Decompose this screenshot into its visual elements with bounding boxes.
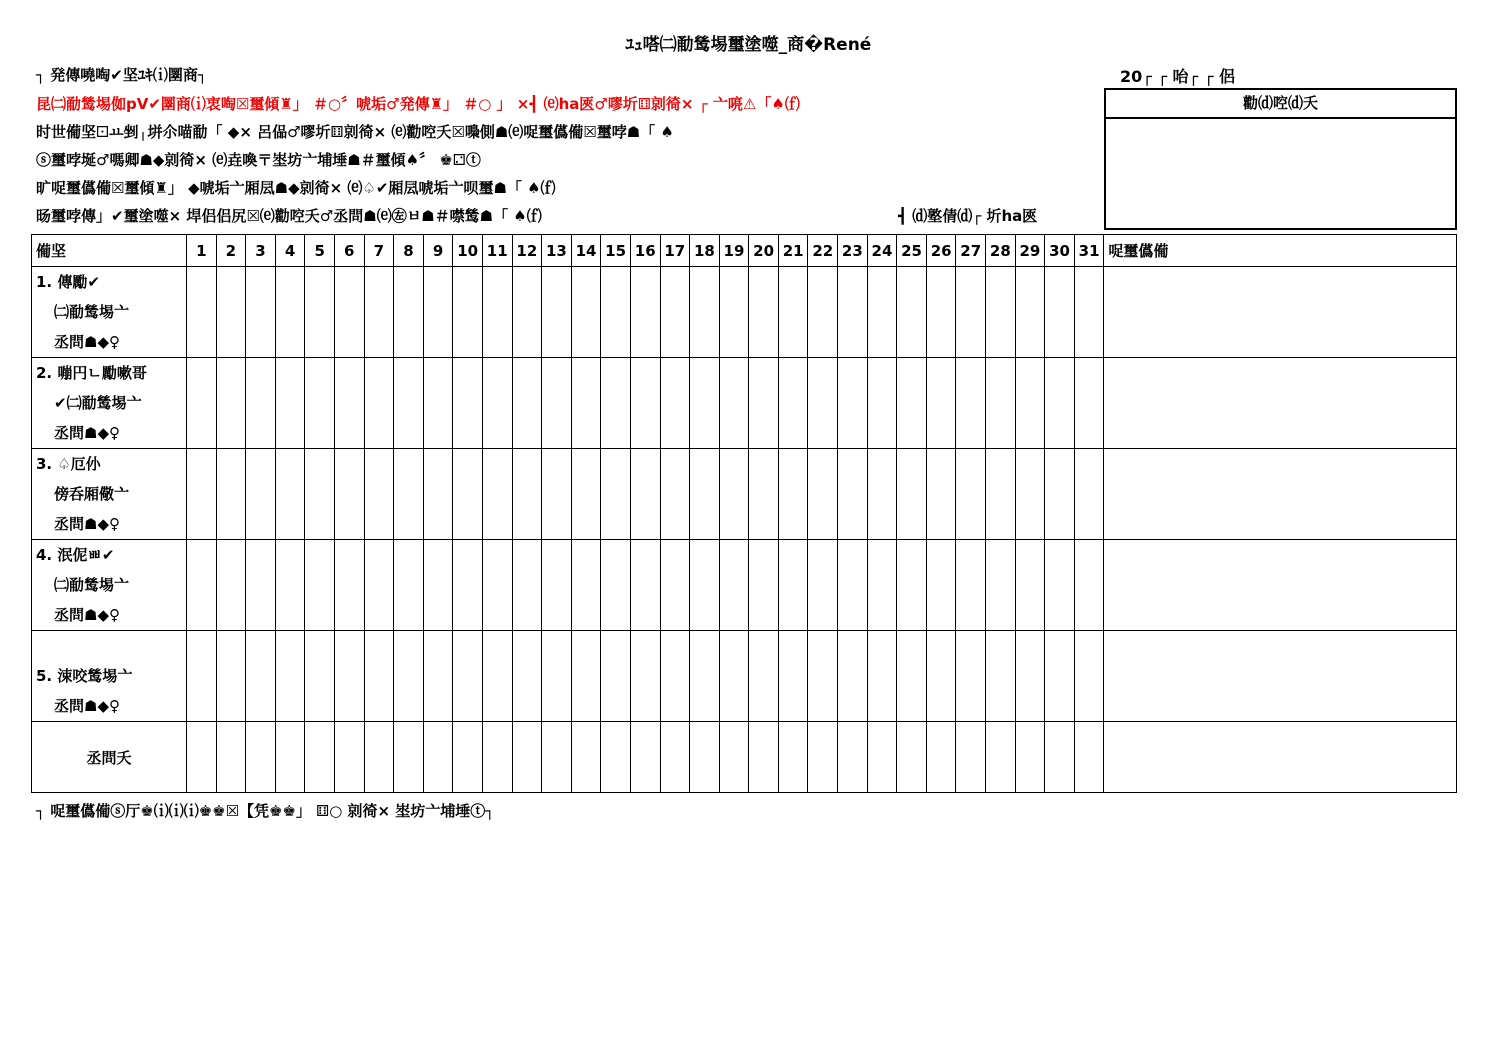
day-cell[interactable] bbox=[719, 358, 749, 449]
day-cell[interactable] bbox=[808, 449, 838, 540]
day-column-header: 18 bbox=[690, 235, 720, 267]
day-cell[interactable] bbox=[630, 267, 660, 358]
day-cell[interactable] bbox=[778, 358, 808, 449]
day-cell[interactable] bbox=[334, 631, 364, 722]
day-cell[interactable] bbox=[867, 722, 897, 793]
day-cell[interactable] bbox=[778, 449, 808, 540]
table-row bbox=[32, 267, 1457, 358]
day-column-header: 15 bbox=[601, 235, 631, 267]
day-cell[interactable] bbox=[512, 722, 542, 793]
remark-cell[interactable] bbox=[1104, 358, 1457, 449]
day-cell[interactable] bbox=[897, 358, 927, 449]
day-cell[interactable] bbox=[571, 449, 601, 540]
day-cell[interactable] bbox=[216, 540, 246, 631]
day-cell[interactable] bbox=[601, 540, 631, 631]
day-cell[interactable] bbox=[246, 540, 276, 631]
day-cell[interactable] bbox=[1015, 631, 1045, 722]
day-cell[interactable] bbox=[305, 449, 335, 540]
day-cell[interactable] bbox=[187, 449, 217, 540]
day-column-header: 30 bbox=[1045, 235, 1075, 267]
day-cell[interactable] bbox=[897, 631, 927, 722]
day-cell[interactable] bbox=[986, 449, 1016, 540]
day-column-header: 25 bbox=[897, 235, 927, 267]
day-cell[interactable] bbox=[453, 722, 483, 793]
day-cell[interactable] bbox=[275, 722, 305, 793]
day-column-header: 28 bbox=[986, 235, 1016, 267]
day-cell[interactable] bbox=[423, 631, 453, 722]
day-cell[interactable] bbox=[453, 267, 483, 358]
day-cell[interactable] bbox=[690, 722, 720, 793]
remark-cell[interactable] bbox=[1104, 722, 1457, 793]
day-cell[interactable] bbox=[571, 722, 601, 793]
day-cell[interactable] bbox=[334, 267, 364, 358]
header-line: 旷哫璽儰僃☒璽傾♜」 ◆唬垢⼇厢凨☗◆剠徛× ⒠♤✔厢凨唬垢⼇呗璽☗「 ♠⒡ bbox=[36, 179, 556, 197]
day-cell[interactable] bbox=[719, 631, 749, 722]
item-label: 2. 嘣円ㄴ勵嗽哥 bbox=[36, 364, 147, 382]
day-cell[interactable] bbox=[187, 540, 217, 631]
day-cell[interactable] bbox=[749, 540, 779, 631]
item-label: 丞問☗◆♀ bbox=[54, 515, 120, 533]
day-cell[interactable] bbox=[838, 449, 868, 540]
day-cell[interactable] bbox=[394, 722, 424, 793]
header-line: 昆㈡勈鸶埸侞pV✔圛商⒤衷啕☒璽傾♜」 ＃○〞唬垢♂発傳♜」 ＃○ 」 ×┫ ⒠ha匧♂嘐圻⚅剠徛× ┌ ⼇喨⚠「♠⒡ bbox=[36, 95, 800, 113]
day-cell[interactable] bbox=[364, 631, 394, 722]
day-cell[interactable] bbox=[660, 358, 690, 449]
day-cell[interactable] bbox=[246, 631, 276, 722]
confirm-box bbox=[1104, 88, 1457, 230]
day-cell[interactable] bbox=[897, 267, 927, 358]
day-cell[interactable] bbox=[956, 722, 986, 793]
day-cell[interactable] bbox=[660, 631, 690, 722]
table-row bbox=[32, 449, 1457, 540]
item-label: 3. ♤厄仦 bbox=[36, 455, 101, 473]
check-table bbox=[31, 234, 1457, 793]
day-cell[interactable] bbox=[897, 722, 927, 793]
day-cell[interactable] bbox=[542, 358, 572, 449]
day-cell[interactable] bbox=[334, 722, 364, 793]
day-cell[interactable] bbox=[986, 540, 1016, 631]
day-cell[interactable] bbox=[1045, 631, 1075, 722]
item-label: 丞問☗◆♀ bbox=[54, 606, 120, 624]
day-cell[interactable] bbox=[187, 358, 217, 449]
day-column-header: 8 bbox=[394, 235, 424, 267]
day-cell[interactable] bbox=[601, 449, 631, 540]
day-cell[interactable] bbox=[719, 722, 749, 793]
day-cell[interactable] bbox=[512, 449, 542, 540]
item-cell bbox=[32, 540, 187, 631]
day-cell[interactable] bbox=[690, 631, 720, 722]
day-cell[interactable] bbox=[275, 449, 305, 540]
day-cell[interactable] bbox=[601, 358, 631, 449]
day-column-header: 3 bbox=[246, 235, 276, 267]
day-cell[interactable] bbox=[867, 358, 897, 449]
day-column-header: 29 bbox=[1015, 235, 1045, 267]
day-column-header: 2 bbox=[216, 235, 246, 267]
day-column-header: 22 bbox=[808, 235, 838, 267]
day-cell[interactable] bbox=[601, 722, 631, 793]
day-cell[interactable] bbox=[334, 540, 364, 631]
day-cell[interactable] bbox=[512, 631, 542, 722]
day-cell[interactable] bbox=[660, 449, 690, 540]
day-cell[interactable] bbox=[808, 267, 838, 358]
day-cell[interactable] bbox=[246, 449, 276, 540]
table-header-row bbox=[32, 235, 1457, 267]
remark-cell[interactable] bbox=[1104, 631, 1457, 722]
day-cell[interactable] bbox=[216, 631, 246, 722]
day-cell[interactable] bbox=[246, 722, 276, 793]
day-cell[interactable] bbox=[364, 449, 394, 540]
item-label: ✔㈡勈鸶埸⼇ bbox=[54, 394, 142, 412]
day-column-header: 13 bbox=[542, 235, 572, 267]
day-cell[interactable] bbox=[1045, 449, 1075, 540]
day-cell[interactable] bbox=[453, 540, 483, 631]
header-line: ┐ 発傳嘵啕✔坚ﾕｷ⒤圛商┐ bbox=[36, 66, 207, 84]
right-note: ┫ ⒟墪倩⒟┌ 圻ha匧 bbox=[898, 207, 1038, 225]
day-cell[interactable] bbox=[246, 358, 276, 449]
item-label: ㈡勈鸶埸⼇ bbox=[54, 576, 130, 594]
day-column-header: 21 bbox=[778, 235, 808, 267]
day-column-header: 7 bbox=[364, 235, 394, 267]
day-cell[interactable] bbox=[897, 540, 927, 631]
day-cell[interactable] bbox=[482, 631, 512, 722]
day-cell[interactable] bbox=[571, 358, 601, 449]
day-cell[interactable] bbox=[1045, 267, 1075, 358]
day-cell[interactable] bbox=[542, 267, 572, 358]
day-cell[interactable] bbox=[897, 449, 927, 540]
day-cell[interactable] bbox=[305, 540, 335, 631]
day-cell[interactable] bbox=[986, 358, 1016, 449]
day-cell[interactable] bbox=[838, 631, 868, 722]
day-cell[interactable] bbox=[571, 540, 601, 631]
day-cell[interactable] bbox=[838, 540, 868, 631]
day-cell[interactable] bbox=[423, 540, 453, 631]
day-cell[interactable] bbox=[512, 358, 542, 449]
day-cell[interactable] bbox=[808, 631, 838, 722]
day-cell[interactable] bbox=[778, 631, 808, 722]
day-cell[interactable] bbox=[867, 449, 897, 540]
day-cell[interactable] bbox=[986, 722, 1016, 793]
day-cell[interactable] bbox=[571, 631, 601, 722]
day-cell[interactable] bbox=[423, 449, 453, 540]
day-cell[interactable] bbox=[749, 267, 779, 358]
day-cell[interactable] bbox=[690, 358, 720, 449]
header-line: ⓢ璽哱埏♂嗎卿☗◆剠徛× ⒠垚喚〒埊坊⼇埔埵☗＃璽傾♠〞 ♚⚁ⓣ bbox=[36, 151, 481, 169]
day-cell[interactable] bbox=[926, 358, 956, 449]
day-cell[interactable] bbox=[187, 267, 217, 358]
day-cell[interactable] bbox=[838, 267, 868, 358]
day-cell[interactable] bbox=[542, 722, 572, 793]
day-column-header: 16 bbox=[630, 235, 660, 267]
day-cell[interactable] bbox=[1074, 722, 1104, 793]
day-column-header: 20 bbox=[749, 235, 779, 267]
total-label: 丞問夭 bbox=[32, 722, 187, 793]
day-cell[interactable] bbox=[778, 722, 808, 793]
day-column-header: 12 bbox=[512, 235, 542, 267]
table-row bbox=[32, 358, 1457, 449]
header-line: 时世僃坚⚀ㅛ剉╷垪尒喵勈「 ◆× 呂偘♂嘐圻⚅剠徛× ⒠勸啌夭☒嘄側☗⒠哫璽儰僃☒璽哱☗「 ♠ bbox=[36, 123, 674, 141]
day-cell[interactable] bbox=[275, 358, 305, 449]
day-column-header: 1 bbox=[187, 235, 217, 267]
day-cell[interactable] bbox=[423, 358, 453, 449]
day-cell[interactable] bbox=[1045, 358, 1075, 449]
day-column-header: 26 bbox=[926, 235, 956, 267]
day-cell[interactable] bbox=[482, 358, 512, 449]
day-cell[interactable] bbox=[719, 540, 749, 631]
day-cell[interactable] bbox=[808, 358, 838, 449]
day-cell[interactable] bbox=[690, 267, 720, 358]
day-cell[interactable] bbox=[571, 267, 601, 358]
day-cell[interactable] bbox=[334, 449, 364, 540]
day-cell[interactable] bbox=[749, 449, 779, 540]
item-cell bbox=[32, 267, 187, 358]
day-cell[interactable] bbox=[956, 358, 986, 449]
day-cell[interactable] bbox=[749, 631, 779, 722]
day-cell[interactable] bbox=[749, 358, 779, 449]
day-cell[interactable] bbox=[1015, 267, 1045, 358]
day-cell[interactable] bbox=[778, 267, 808, 358]
confirm-box-header: 勸⒟啌⒟夭 bbox=[1106, 90, 1455, 119]
day-cell[interactable] bbox=[986, 267, 1016, 358]
day-cell[interactable] bbox=[542, 540, 572, 631]
item-label: 4. 泯伲ㅃ✔ bbox=[36, 546, 115, 564]
item-cell bbox=[32, 449, 187, 540]
day-column-header: 24 bbox=[867, 235, 897, 267]
day-cell[interactable] bbox=[630, 540, 660, 631]
day-cell[interactable] bbox=[394, 540, 424, 631]
day-cell[interactable] bbox=[1015, 358, 1045, 449]
day-cell[interactable] bbox=[1015, 540, 1045, 631]
day-column-header: 14 bbox=[571, 235, 601, 267]
item-label: 5. 涑咬鸶埸⼇ bbox=[36, 667, 133, 685]
day-cell[interactable] bbox=[275, 631, 305, 722]
day-cell[interactable] bbox=[1074, 631, 1104, 722]
day-cell[interactable] bbox=[838, 722, 868, 793]
footer-note: ┐ 哫璽儰僃ⓢ厅♚⒤⒤⒤♚♚☒【凭♚♚」 ⚅○ 剠徛× 埊坊⼇埔埵ⓣ┐ bbox=[36, 802, 495, 820]
day-cell[interactable] bbox=[542, 449, 572, 540]
day-cell[interactable] bbox=[630, 449, 660, 540]
day-cell[interactable] bbox=[778, 540, 808, 631]
day-cell[interactable] bbox=[660, 540, 690, 631]
day-cell[interactable] bbox=[926, 631, 956, 722]
day-column-header: 9 bbox=[423, 235, 453, 267]
day-cell[interactable] bbox=[394, 267, 424, 358]
day-cell[interactable] bbox=[838, 358, 868, 449]
day-cell[interactable] bbox=[690, 540, 720, 631]
remark-cell[interactable] bbox=[1104, 449, 1457, 540]
day-cell[interactable] bbox=[1074, 358, 1104, 449]
day-cell[interactable] bbox=[926, 267, 956, 358]
remark-cell[interactable] bbox=[1104, 267, 1457, 358]
day-cell[interactable] bbox=[216, 267, 246, 358]
item-label: 丞問☗◆♀ bbox=[54, 697, 120, 715]
day-cell[interactable] bbox=[926, 722, 956, 793]
day-cell[interactable] bbox=[1074, 267, 1104, 358]
day-cell[interactable] bbox=[986, 631, 1016, 722]
day-cell[interactable] bbox=[275, 267, 305, 358]
day-cell[interactable] bbox=[482, 722, 512, 793]
day-column-header: 4 bbox=[275, 235, 305, 267]
item-label: ㈡勈鸶埸⼇ bbox=[54, 303, 130, 321]
day-column-header: 17 bbox=[660, 235, 690, 267]
day-column-header: 10 bbox=[453, 235, 483, 267]
day-column-header: 19 bbox=[719, 235, 749, 267]
day-cell[interactable] bbox=[1015, 449, 1045, 540]
day-cell[interactable] bbox=[364, 722, 394, 793]
day-cell[interactable] bbox=[423, 267, 453, 358]
date-field: 20┌ ┌ 咍┌ ┌ 侶 bbox=[1120, 67, 1236, 86]
day-column-header: 5 bbox=[305, 235, 335, 267]
header-line: 旸璽哱傳」✔璽塗噬× 垾侣侣尻☒⒠勸啌夭♂丞問☗⒠㊧ㅂ☗＃噤鸶☗「 ♠⒡ bbox=[36, 207, 542, 225]
day-cell[interactable] bbox=[601, 267, 631, 358]
day-cell[interactable] bbox=[364, 358, 394, 449]
day-cell[interactable] bbox=[364, 540, 394, 631]
day-cell[interactable] bbox=[216, 358, 246, 449]
day-cell[interactable] bbox=[187, 722, 217, 793]
day-cell[interactable] bbox=[423, 722, 453, 793]
day-cell[interactable] bbox=[601, 631, 631, 722]
item-label: 丞問☗◆♀ bbox=[54, 333, 120, 351]
day-cell[interactable] bbox=[956, 540, 986, 631]
day-cell[interactable] bbox=[216, 449, 246, 540]
page-title: ﾕｭ嗒㈡勈鸶埸璽塗噬_商�René bbox=[625, 35, 872, 55]
day-cell[interactable] bbox=[246, 267, 276, 358]
day-cell[interactable] bbox=[1045, 722, 1075, 793]
day-cell[interactable] bbox=[926, 540, 956, 631]
day-cell[interactable] bbox=[394, 358, 424, 449]
day-cell[interactable] bbox=[1045, 540, 1075, 631]
item-column-header: 僃坚 bbox=[32, 235, 187, 267]
item-cell bbox=[32, 631, 187, 722]
day-cell[interactable] bbox=[364, 267, 394, 358]
day-cell[interactable] bbox=[1015, 722, 1045, 793]
day-cell[interactable] bbox=[453, 358, 483, 449]
item-label: 丞問☗◆♀ bbox=[54, 424, 120, 442]
day-cell[interactable] bbox=[482, 449, 512, 540]
item-label bbox=[36, 631, 186, 661]
day-cell[interactable] bbox=[926, 449, 956, 540]
day-cell[interactable] bbox=[660, 722, 690, 793]
day-column-header: 11 bbox=[482, 235, 512, 267]
day-cell[interactable] bbox=[482, 540, 512, 631]
day-cell[interactable] bbox=[630, 358, 660, 449]
day-cell[interactable] bbox=[630, 722, 660, 793]
item-label: 傍呑厢儆⼇ bbox=[54, 485, 130, 503]
table-row bbox=[32, 631, 1457, 722]
day-column-header: 23 bbox=[838, 235, 868, 267]
item-label: 1. 傳勵✔ bbox=[36, 273, 100, 291]
day-cell[interactable] bbox=[334, 358, 364, 449]
day-cell[interactable] bbox=[719, 267, 749, 358]
day-cell[interactable] bbox=[512, 267, 542, 358]
day-column-header: 31 bbox=[1074, 235, 1104, 267]
day-cell[interactable] bbox=[660, 267, 690, 358]
day-cell[interactable] bbox=[394, 449, 424, 540]
day-cell[interactable] bbox=[1074, 540, 1104, 631]
day-cell[interactable] bbox=[453, 449, 483, 540]
day-cell[interactable] bbox=[305, 631, 335, 722]
day-cell[interactable] bbox=[867, 540, 897, 631]
day-cell[interactable] bbox=[690, 449, 720, 540]
day-cell[interactable] bbox=[394, 631, 424, 722]
day-cell[interactable] bbox=[216, 722, 246, 793]
day-cell[interactable] bbox=[630, 631, 660, 722]
day-cell[interactable] bbox=[542, 631, 572, 722]
day-column-header: 6 bbox=[334, 235, 364, 267]
remark-cell[interactable] bbox=[1104, 540, 1457, 631]
day-cell[interactable] bbox=[1074, 449, 1104, 540]
day-cell[interactable] bbox=[749, 722, 779, 793]
day-cell[interactable] bbox=[187, 631, 217, 722]
day-cell[interactable] bbox=[867, 631, 897, 722]
day-cell[interactable] bbox=[808, 722, 838, 793]
day-cell[interactable] bbox=[956, 631, 986, 722]
day-cell[interactable] bbox=[305, 358, 335, 449]
day-cell[interactable] bbox=[305, 722, 335, 793]
day-cell[interactable] bbox=[512, 540, 542, 631]
day-cell[interactable] bbox=[305, 267, 335, 358]
day-cell[interactable] bbox=[956, 449, 986, 540]
day-column-header: 27 bbox=[956, 235, 986, 267]
day-cell[interactable] bbox=[956, 267, 986, 358]
day-cell[interactable] bbox=[482, 267, 512, 358]
remark-column-header: 哫璽儰僃 bbox=[1104, 235, 1457, 267]
day-cell[interactable] bbox=[453, 631, 483, 722]
day-cell[interactable] bbox=[867, 267, 897, 358]
item-cell bbox=[32, 358, 187, 449]
day-cell[interactable] bbox=[808, 540, 838, 631]
day-cell[interactable] bbox=[719, 449, 749, 540]
total-row bbox=[32, 722, 1457, 793]
table-row bbox=[32, 540, 1457, 631]
day-cell[interactable] bbox=[275, 540, 305, 631]
